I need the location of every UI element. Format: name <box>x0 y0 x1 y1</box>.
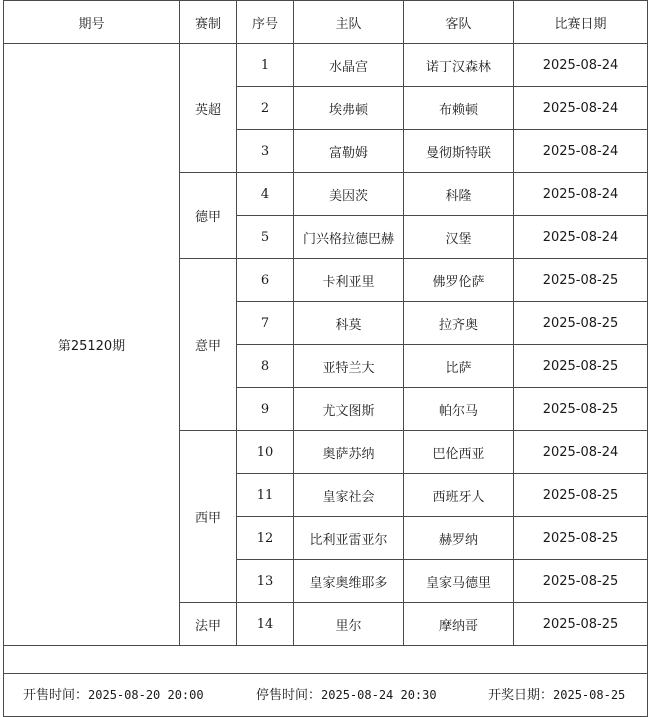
league-cell: 德甲 <box>180 173 237 259</box>
sale-start-info <box>23 684 204 703</box>
match-number: 13 <box>237 560 294 603</box>
away-team: 科隆 <box>404 173 514 216</box>
header-league: 赛制 <box>180 1 237 44</box>
sale-stop-value: 2025-08-24 20:30 <box>321 688 437 702</box>
match-number: 9 <box>237 388 294 431</box>
home-team: 富勒姆 <box>294 130 404 173</box>
away-team: 巴伦西亚 <box>404 431 514 474</box>
away-team: 曼彻斯特联 <box>404 130 514 173</box>
league-cell: 英超 <box>180 44 237 173</box>
home-team: 科莫 <box>294 302 404 345</box>
match-date: 2025-08-25 <box>514 560 648 603</box>
match-number: 10 <box>237 431 294 474</box>
match-number: 6 <box>237 259 294 302</box>
home-team: 卡利亚里 <box>294 259 404 302</box>
away-team: 赫罗纳 <box>404 517 514 560</box>
home-team: 皇家社会 <box>294 474 404 517</box>
league-cell: 意甲 <box>180 259 237 431</box>
footer-cell <box>4 674 648 717</box>
league-cell: 法甲 <box>180 603 237 646</box>
match-number: 5 <box>237 216 294 259</box>
away-team: 比萨 <box>404 345 514 388</box>
match-number: 1 <box>237 44 294 87</box>
match-date: 2025-08-25 <box>514 259 648 302</box>
blank-cell <box>4 646 648 674</box>
match-date: 2025-08-25 <box>514 474 648 517</box>
match-number: 4 <box>237 173 294 216</box>
sale-stop-info <box>256 684 437 703</box>
header-away-team: 客队 <box>404 1 514 44</box>
header-number: 序号 <box>237 1 294 44</box>
home-team: 比利亚雷亚尔 <box>294 517 404 560</box>
away-team: 拉齐奥 <box>404 302 514 345</box>
match-date: 2025-08-25 <box>514 517 648 560</box>
match-number: 2 <box>237 87 294 130</box>
match-date: 2025-08-25 <box>514 345 648 388</box>
away-team: 布赖顿 <box>404 87 514 130</box>
sale-start-value: 2025-08-20 20:00 <box>88 688 204 702</box>
header-row <box>4 1 648 44</box>
away-team: 诺丁汉森林 <box>404 44 514 87</box>
footer-row <box>4 674 648 717</box>
match-date: 2025-08-25 <box>514 388 648 431</box>
match-date: 2025-08-25 <box>514 302 648 345</box>
sale-start-label: 开售时间： <box>23 688 89 703</box>
match-date: 2025-08-24 <box>514 216 648 259</box>
away-team: 皇家马德里 <box>404 560 514 603</box>
period-cell: 第25120期 <box>4 44 180 646</box>
home-team: 亚特兰大 <box>294 345 404 388</box>
match-row <box>4 44 648 87</box>
away-team: 西班牙人 <box>404 474 514 517</box>
home-team: 皇家奥维耶多 <box>294 560 404 603</box>
match-date: 2025-08-24 <box>514 44 648 87</box>
match-number: 14 <box>237 603 294 646</box>
match-date: 2025-08-24 <box>514 173 648 216</box>
header-period: 期号 <box>4 1 180 44</box>
match-date: 2025-08-24 <box>514 130 648 173</box>
away-team: 帕尔马 <box>404 388 514 431</box>
match-number: 12 <box>237 517 294 560</box>
match-number: 7 <box>237 302 294 345</box>
home-team: 埃弗顿 <box>294 87 404 130</box>
match-schedule-table <box>3 0 648 717</box>
header-match-date: 比赛日期 <box>514 1 648 44</box>
draw-date-value: 2025-08-25 <box>553 688 626 702</box>
away-team: 汉堡 <box>404 216 514 259</box>
match-date: 2025-08-24 <box>514 431 648 474</box>
match-date: 2025-08-25 <box>514 603 648 646</box>
match-number: 3 <box>237 130 294 173</box>
draw-date-info <box>488 684 625 703</box>
home-team: 奥萨苏纳 <box>294 431 404 474</box>
away-team: 摩纳哥 <box>404 603 514 646</box>
match-date: 2025-08-24 <box>514 87 648 130</box>
home-team: 尤文图斯 <box>294 388 404 431</box>
match-body <box>4 44 648 646</box>
sale-stop-label: 停售时间： <box>256 688 322 703</box>
home-team: 里尔 <box>294 603 404 646</box>
away-team: 佛罗伦萨 <box>404 259 514 302</box>
match-number: 8 <box>237 345 294 388</box>
league-cell: 西甲 <box>180 431 237 603</box>
blank-row <box>4 646 648 674</box>
home-team: 美因茨 <box>294 173 404 216</box>
home-team: 门兴格拉德巴赫 <box>294 216 404 259</box>
draw-date-label: 开奖日期： <box>488 688 554 703</box>
match-number: 11 <box>237 474 294 517</box>
home-team: 水晶宫 <box>294 44 404 87</box>
header-home-team: 主队 <box>294 1 404 44</box>
